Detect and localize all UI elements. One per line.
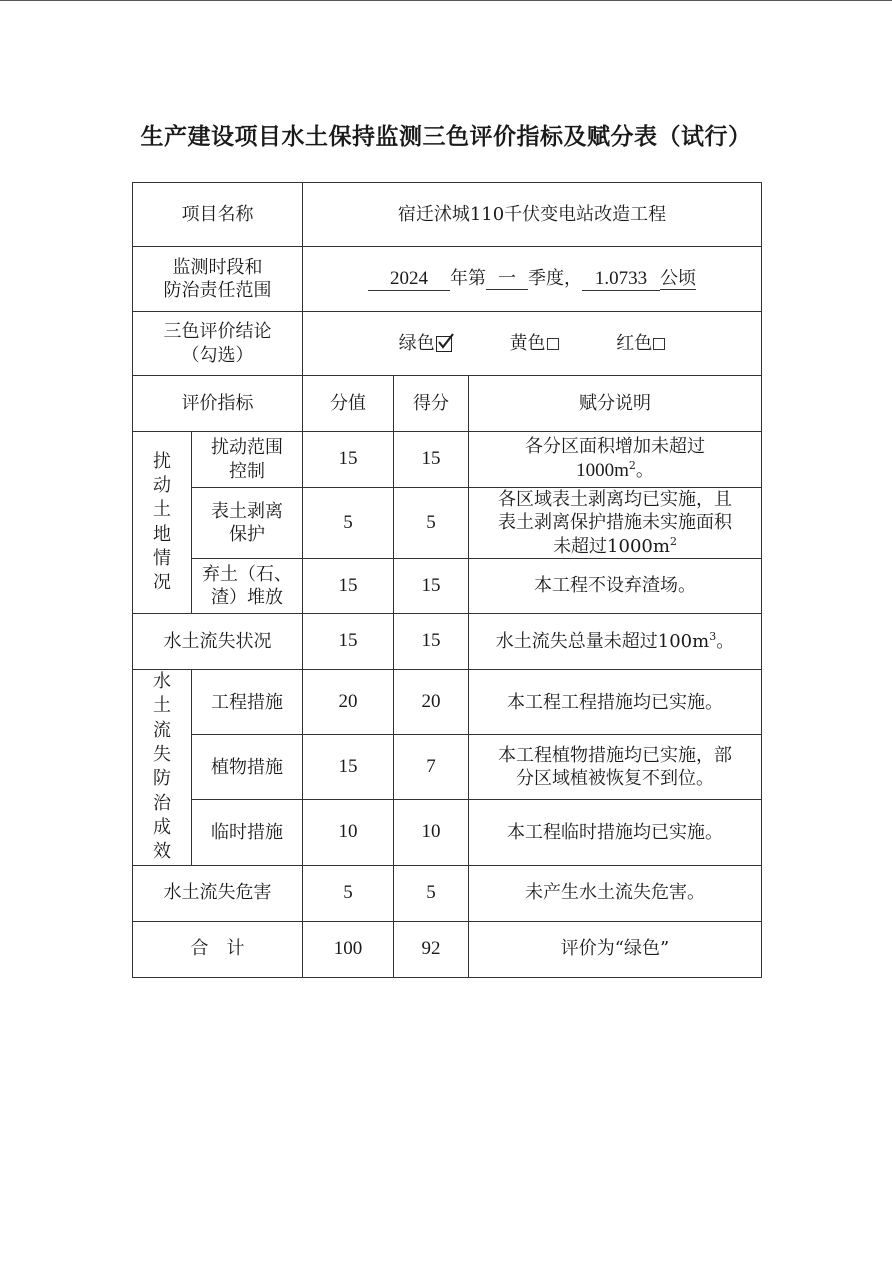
period-value xyxy=(303,247,762,312)
score-note: 本工程不设弃渣场。 xyxy=(469,559,762,614)
score: 20 xyxy=(394,670,469,735)
evaluation-table xyxy=(132,182,762,978)
color-green-option[interactable] xyxy=(399,332,452,355)
score-note: 本工程临时措施均已实施。 xyxy=(469,800,762,865)
page-title: 生产建设项目水土保持监测三色评价指标及赋分表（试行） xyxy=(140,123,752,150)
max-score: 15 xyxy=(303,614,394,670)
period-label xyxy=(133,247,303,312)
score-note: 未产生水土流失危害。 xyxy=(469,865,762,921)
max-score: 15 xyxy=(303,432,394,488)
score-note: 各分区面积增加未超过 $1000m^2$。 xyxy=(469,432,762,488)
project-name: 宿迁沭城110千伏变电站改造工程 xyxy=(303,183,762,247)
table-row xyxy=(133,670,762,735)
period-area: 1.0733 xyxy=(582,268,660,292)
period-label-line1: 监测时段和 xyxy=(172,256,263,278)
table-row xyxy=(133,865,762,921)
total-label: 合 计 xyxy=(133,921,303,977)
unchecked-box-icon[interactable] xyxy=(547,338,559,350)
score-note: 水土流失总量未超过$100m^3$。 xyxy=(469,614,762,670)
score: 7 xyxy=(394,735,469,800)
col-indicator: 评价指标 xyxy=(133,376,303,432)
col-note: 赋分说明 xyxy=(469,376,762,432)
period-area-unit: 公顷 xyxy=(660,267,696,289)
max-score: 15 xyxy=(303,559,394,614)
total-note: 评价为“绿色” xyxy=(469,921,762,977)
column-header-row xyxy=(133,376,762,432)
conclusion-label xyxy=(133,312,303,376)
score-note: 本工程工程措施均已实施。 xyxy=(469,670,762,735)
score-note: 本工程植物措施均已实施，部 分区域植被恢复不到位。 xyxy=(469,735,762,800)
color-yellow-label: 黄色 xyxy=(509,332,546,354)
max-score: 20 xyxy=(303,670,394,735)
checked-box-icon[interactable] xyxy=(436,336,452,352)
period-quarter: 一 xyxy=(486,268,528,291)
period-row xyxy=(133,247,762,312)
max-score: 10 xyxy=(303,800,394,865)
project-label: 项目名称 xyxy=(133,183,303,247)
table-row xyxy=(133,800,762,865)
color-red-option[interactable] xyxy=(616,332,665,355)
table-row xyxy=(133,432,762,488)
indicator-name: 水土流失危害 xyxy=(133,865,303,921)
score: 5 xyxy=(394,865,469,921)
score: 15 xyxy=(394,559,469,614)
page-top-border xyxy=(0,0,892,1)
indicator-name: 水土流失状况 xyxy=(133,614,303,670)
score: 10 xyxy=(394,800,469,865)
max-score: 5 xyxy=(303,488,394,559)
score-note: 各区域表土剥离均已实施，且 表土剥离保护措施未实施面积 未超过$1000m^2$ xyxy=(469,488,762,559)
score: 5 xyxy=(394,488,469,559)
indicator-name: 扰动范围控制 xyxy=(192,432,303,488)
group-disturbance: 扰动土地情况 xyxy=(133,432,192,614)
unchecked-box-icon[interactable] xyxy=(653,338,665,350)
conclusion-value xyxy=(303,312,762,376)
score: 15 xyxy=(394,432,469,488)
conclusion-row xyxy=(133,312,762,376)
indicator-name: 工程措施 xyxy=(192,670,303,735)
indicator-name: 表土剥离保护 xyxy=(192,488,303,559)
indicator-name: 弃土（石、渣）堆放 xyxy=(192,559,303,614)
max-score: 15 xyxy=(303,735,394,800)
conclusion-label-line1: 三色评价结论 xyxy=(163,321,272,343)
indicator-name: 植物措施 xyxy=(192,735,303,800)
table-row xyxy=(133,488,762,559)
table-row xyxy=(133,614,762,670)
indicator-name: 临时措施 xyxy=(192,800,303,865)
period-quarter-suffix: 季度， xyxy=(528,267,582,289)
table-row xyxy=(133,735,762,800)
color-green-label: 绿色 xyxy=(398,332,435,354)
col-score: 得分 xyxy=(394,376,469,432)
total-max-score: 100 xyxy=(303,921,394,977)
group-control: 水土流失防治成效 xyxy=(133,670,192,865)
period-label-line2: 防治责任范围 xyxy=(163,280,272,301)
total-row xyxy=(133,921,762,977)
table-row xyxy=(133,559,762,614)
col-max-score: 分值 xyxy=(303,376,394,432)
period-year: 2024 xyxy=(368,268,450,292)
color-yellow-option[interactable] xyxy=(510,332,559,355)
period-year-suffix: 年第 xyxy=(450,267,486,289)
color-red-label: 红色 xyxy=(616,332,653,354)
total-score: 92 xyxy=(394,921,469,977)
conclusion-label-line2: （勾选） xyxy=(181,344,254,366)
project-row xyxy=(133,183,762,247)
score: 15 xyxy=(394,614,469,670)
max-score: 5 xyxy=(303,865,394,921)
